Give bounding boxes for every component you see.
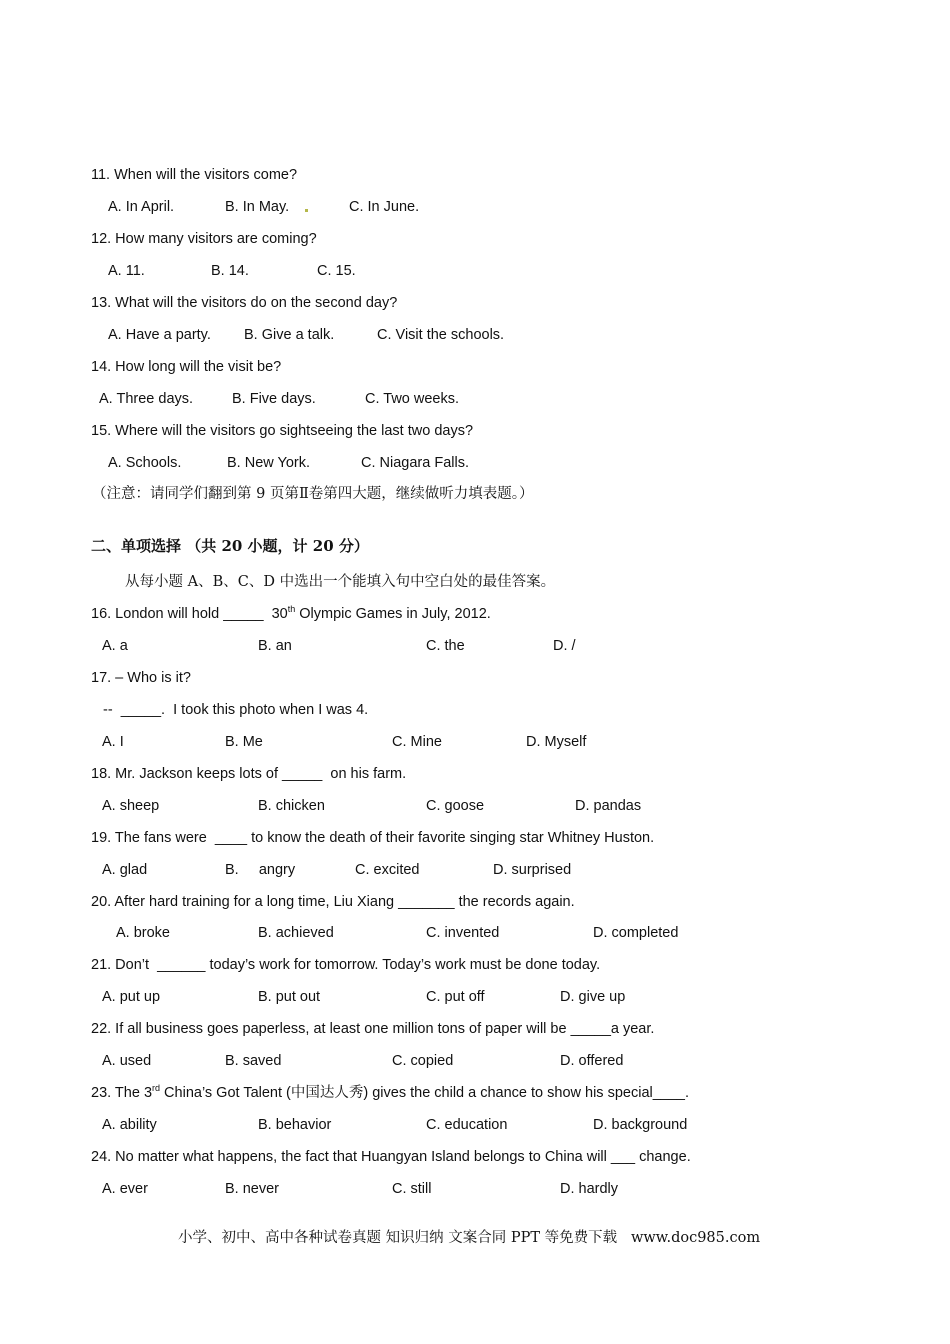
question-19-option-c: C. excited xyxy=(355,862,420,878)
question-12-option-b: B. 14. xyxy=(211,263,249,279)
question-16-stem xyxy=(91,605,491,623)
question-22-option-d: D. offered xyxy=(560,1053,624,1069)
question-17-reply: -- _____. I took this photo when I was 4. xyxy=(103,702,369,718)
question-13-option-a: A. Have a party. xyxy=(108,327,211,343)
question-13-stem: 13. What will the visitors do on the second day? xyxy=(91,295,398,311)
question-11-option-c: C. In June. xyxy=(349,199,420,215)
question-20-option-c: C. invented xyxy=(426,925,500,941)
question-11-stem: 11. When will the visitors come? xyxy=(91,167,298,183)
question-23-option-b: B. behavior xyxy=(258,1117,332,1133)
question-14-stem: 14. How long will the visit be? xyxy=(91,359,282,375)
question-14-option-c: C. Two weeks. xyxy=(365,391,460,407)
question-14-option-a: A. Three days. xyxy=(99,391,194,407)
question-18-stem: 18. Mr. Jackson keeps lots of _____ on his farm. xyxy=(91,766,407,782)
question-24-option-d: D. hardly xyxy=(560,1181,619,1197)
question-12-stem: 12. How many visitors are coming? xyxy=(91,231,317,247)
question-18-option-d: D. pandas xyxy=(575,798,642,814)
question-22-option-b: B. saved xyxy=(225,1053,282,1069)
question-24-option-a: A. ever xyxy=(102,1181,148,1197)
question-15-stem: 15. Where will the visitors go sightseeing the last two days? xyxy=(91,423,474,439)
listening-note: （注意：请同学们翻到第 9 页第Ⅱ卷第四大题，继续做听力填表题。） xyxy=(92,486,534,502)
question-13-option-c: C. Visit the schools. xyxy=(377,327,505,343)
question-22-option-a: A. used xyxy=(102,1053,152,1069)
question-21-option-c: C. put off xyxy=(426,989,485,1005)
question-23-option-c: C. education xyxy=(426,1117,508,1133)
question-17-option-b: B. Me xyxy=(225,734,263,750)
question-24-option-c: C. still xyxy=(392,1181,432,1197)
question-12-option-a: A. 11. xyxy=(108,263,145,279)
question-13-option-b: B. Give a talk. xyxy=(244,327,335,343)
question-18-option-a: A. sheep xyxy=(102,798,160,814)
question-20-option-d: D. completed xyxy=(593,925,679,941)
question-19-option-a: A. glad xyxy=(102,862,148,878)
question-17-option-d: D. Myself xyxy=(526,734,587,750)
question-24-option-b: B. never xyxy=(225,1181,279,1197)
question-16-option-c: C. the xyxy=(426,638,465,654)
question-18-option-c: C. goose xyxy=(426,798,485,814)
question-23-stem-mid: China’s Got Talent ( xyxy=(160,1085,291,1101)
question-20-option-a: A. broke xyxy=(116,925,170,941)
question-22-option-c: C. copied xyxy=(392,1053,454,1069)
question-21-option-a: A. put up xyxy=(102,989,161,1005)
ordinal-suffix: th xyxy=(287,604,296,615)
question-24-stem: 24. No matter what happens, the fact that Huangyan Island belongs to China will ___ change. xyxy=(91,1149,691,1165)
question-16-option-d: D. / xyxy=(553,638,576,654)
question-22-stem: 22. If all business goes paperless, at least one million tons of paper will be _____a year. xyxy=(91,1021,655,1037)
question-16-option-a: A. a xyxy=(102,638,128,654)
question-16-stem-rest: Olympic Games in July, 2012. xyxy=(295,606,491,622)
question-15-option-a: A. Schools. xyxy=(108,455,182,471)
question-21-stem: 21. Don’t ______ today’s work for tomorrow. Today’s work must be done today. xyxy=(91,957,601,973)
question-20-stem: 20. After hard training for a long time, Liu Xiang _______ the records again. xyxy=(91,894,575,910)
page-footer: 小学、初中、高中各种试卷真题 知识归纳 文案合同 PPT 等免费下载 www.doc985.com xyxy=(178,1230,761,1246)
question-23-stem xyxy=(91,1084,689,1102)
question-12-option-c: C. 15. xyxy=(317,263,356,279)
question-15-option-b: B. New York. xyxy=(227,455,311,471)
scan-mark xyxy=(305,209,308,212)
question-21-option-d: D. give up xyxy=(560,989,626,1005)
chinese-show-name: 中国达人秀 xyxy=(290,1085,364,1101)
question-23-option-a: A. ability xyxy=(102,1117,157,1133)
question-19-option-d: D. surprised xyxy=(493,862,572,878)
question-11-option-a: A. In April. xyxy=(108,199,175,215)
question-14-option-b: B. Five days. xyxy=(232,391,316,407)
question-19-stem: 19. The fans were ____ to know the death of their favorite singing star Whitney Huston. xyxy=(91,830,655,846)
question-19-option-b: B. angry xyxy=(225,862,296,878)
question-17-option-a: A. I xyxy=(102,734,124,750)
ordinal-suffix: rd xyxy=(152,1083,161,1094)
question-17-stem: 17. – Who is it? xyxy=(91,670,191,686)
question-23-stem-text: 23. The 3 xyxy=(91,1085,153,1101)
question-17-option-c: C. Mine xyxy=(392,734,442,750)
question-23-stem-rest: ) gives the child a chance to show his special____. xyxy=(363,1085,690,1101)
section-2-heading: 二、单项选择 （共 20 小题，计 20 分） xyxy=(91,537,369,555)
question-16-option-b: B. an xyxy=(258,638,292,654)
question-20-option-b: B. achieved xyxy=(258,925,334,941)
section-2-instruction: 从每小题 A、B、C、D 中选出一个能填入句中空白处的最佳答案。 xyxy=(125,574,556,590)
question-23-option-d: D. background xyxy=(593,1117,688,1133)
question-16-stem-text: 16. London will hold _____ 30 xyxy=(91,606,288,622)
question-15-option-c: C. Niagara Falls. xyxy=(361,455,469,471)
question-18-option-b: B. chicken xyxy=(258,798,325,814)
question-21-option-b: B. put out xyxy=(258,989,321,1005)
question-11-option-b: B. In May. xyxy=(225,199,290,215)
